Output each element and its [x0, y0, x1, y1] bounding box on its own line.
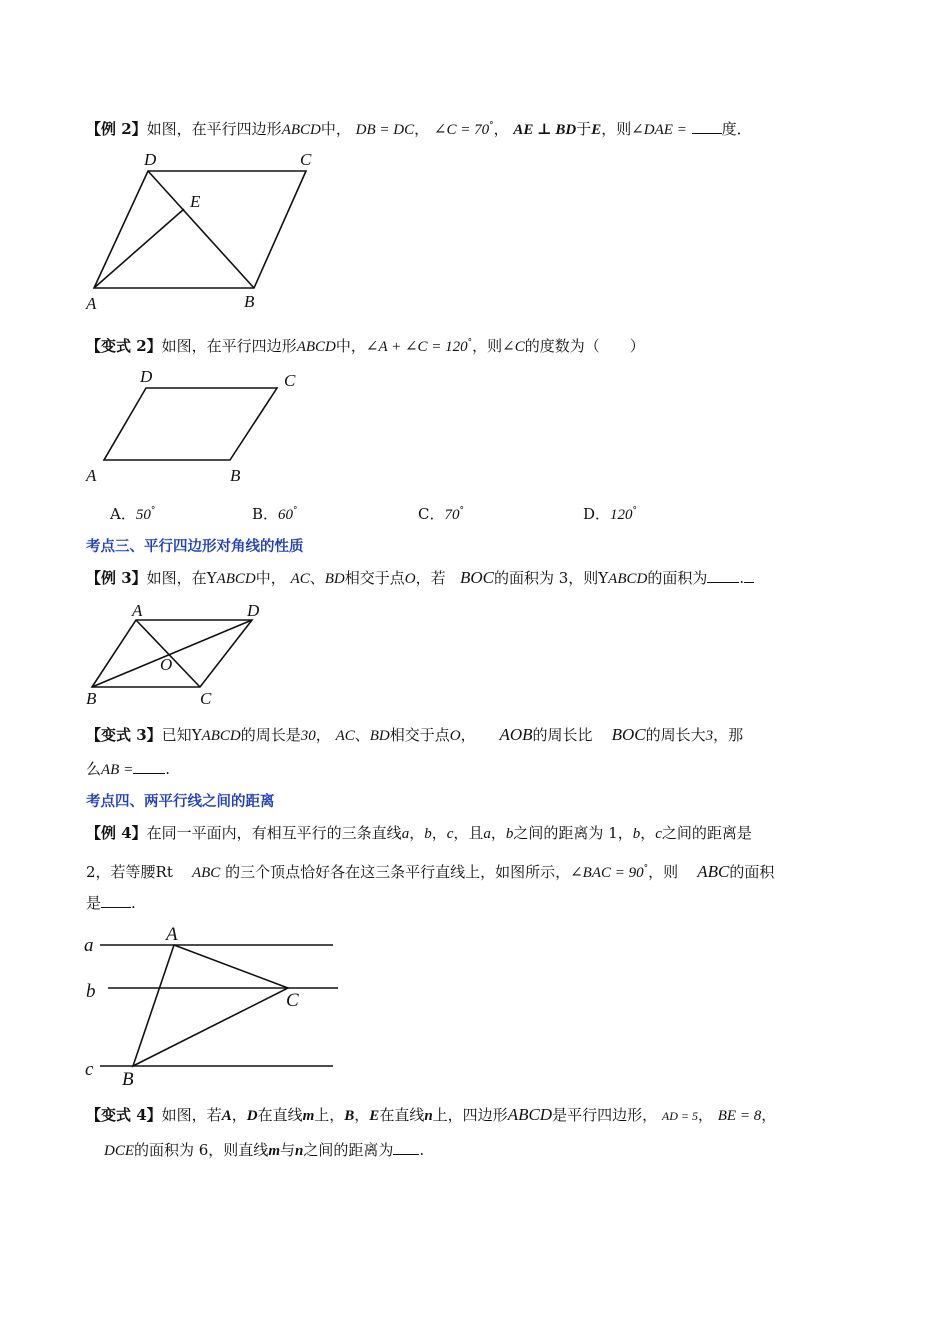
answer-blank[interactable]: [692, 119, 722, 134]
example-4-question-line-3: 是 .: [86, 894, 136, 912]
variant-3-tag: 【变式 3】: [86, 726, 162, 744]
variant-2-question: 【变式 2】如图，在平行四边形ABCD中，∠A + ∠C = 120°，则∠C的度数为（ ）: [86, 337, 645, 355]
example-4-question-line-2: 2，若等腰Rt ABC 的三个顶点恰好各在这三条平行直线上，如图所示，∠BAC = 90°，则 ABC的面积: [86, 862, 775, 881]
label-a: A: [86, 294, 97, 313]
variant-4-question-line-1: 【变式 4】如图，若A，D在直线m上，B，E在直线n上，四边形ABCD是平行四边形， AD = 5， BE = 8，: [86, 1105, 777, 1124]
variant-2-figure: [80, 365, 320, 490]
label-d: D: [247, 601, 260, 620]
label-d: D: [140, 367, 153, 386]
label-d: D: [144, 150, 157, 169]
section-4-heading: 考点四、两平行线之间的距离: [86, 794, 275, 810]
label-e: E: [190, 192, 201, 211]
label-a: A: [132, 601, 143, 620]
example-3-question: 【例 3】如图，在YABCD中， AC、BD相交于点O，若 BOC的面积为 3，则YABCD的面积为 .: [86, 567, 754, 590]
segment-ae: [94, 209, 184, 288]
variant-2-tag: 【变式 2】: [86, 337, 162, 355]
label-a: A: [86, 466, 97, 485]
variant-3-question-line-1: 【变式 3】已知YABCD的周长是30， AC、BD相交于点O， AOB的周长比 BOC的周长大3，那: [86, 725, 744, 744]
answer-blank[interactable]: [133, 759, 165, 774]
label-c: C: [200, 689, 212, 708]
example-4-figure: [80, 920, 350, 1095]
diagonal-ac: [136, 620, 200, 687]
variant-4-question-line-2: DCE的面积为 6，则直线m与n之间的距离为 .: [104, 1141, 425, 1159]
label-line-b: b: [86, 981, 96, 1002]
label-c: C: [300, 150, 312, 169]
parallelogram-abcd: [104, 388, 277, 460]
variant-3-question-line-2: 么AB = .: [86, 760, 170, 778]
diagonal-bd: [92, 620, 252, 687]
option-a[interactable]: A．50°: [110, 505, 156, 523]
section-3-heading: 考点三、平行四边形对角线的性质: [86, 539, 304, 555]
variant-4-tag: 【变式 4】: [86, 1106, 162, 1124]
answer-blank[interactable]: [393, 1140, 419, 1155]
label-c: C: [286, 990, 299, 1011]
example-2-figure: [80, 145, 340, 315]
label-c: C: [284, 371, 296, 390]
label-line-c: c: [85, 1059, 94, 1080]
option-b[interactable]: B．60°: [252, 505, 298, 523]
example-2-tag: 【例 2】: [86, 120, 147, 138]
example-3-figure: [80, 598, 280, 713]
label-b: B: [122, 1069, 134, 1090]
label-o: O: [160, 655, 173, 674]
triangle-abc: [133, 945, 288, 1066]
answer-blank[interactable]: [101, 893, 131, 908]
option-c[interactable]: C．70°: [418, 505, 464, 523]
label-b: B: [230, 466, 241, 485]
example-3-tag: 【例 3】: [86, 569, 147, 587]
label-b: B: [86, 689, 97, 708]
answer-blank[interactable]: [707, 568, 739, 583]
example-2-question: 【例 2】如图，在平行四边形ABCD中， DB = DC， ∠C = 70°， AE ⊥ BD于E，则∠DAE = 度．: [86, 120, 752, 138]
example-4-question-line-1: 【例 4】在同一平面内，有相互平行的三条直线a，b，c，且a，b之间的距离为 1，b，c之间的距离是: [86, 824, 752, 842]
label-b: B: [244, 292, 255, 311]
label-line-a: a: [84, 935, 94, 956]
option-d[interactable]: D．120°: [583, 505, 638, 523]
diagonal-db: [148, 171, 254, 288]
label-a: A: [166, 924, 178, 945]
example-4-tag: 【例 4】: [86, 824, 147, 842]
